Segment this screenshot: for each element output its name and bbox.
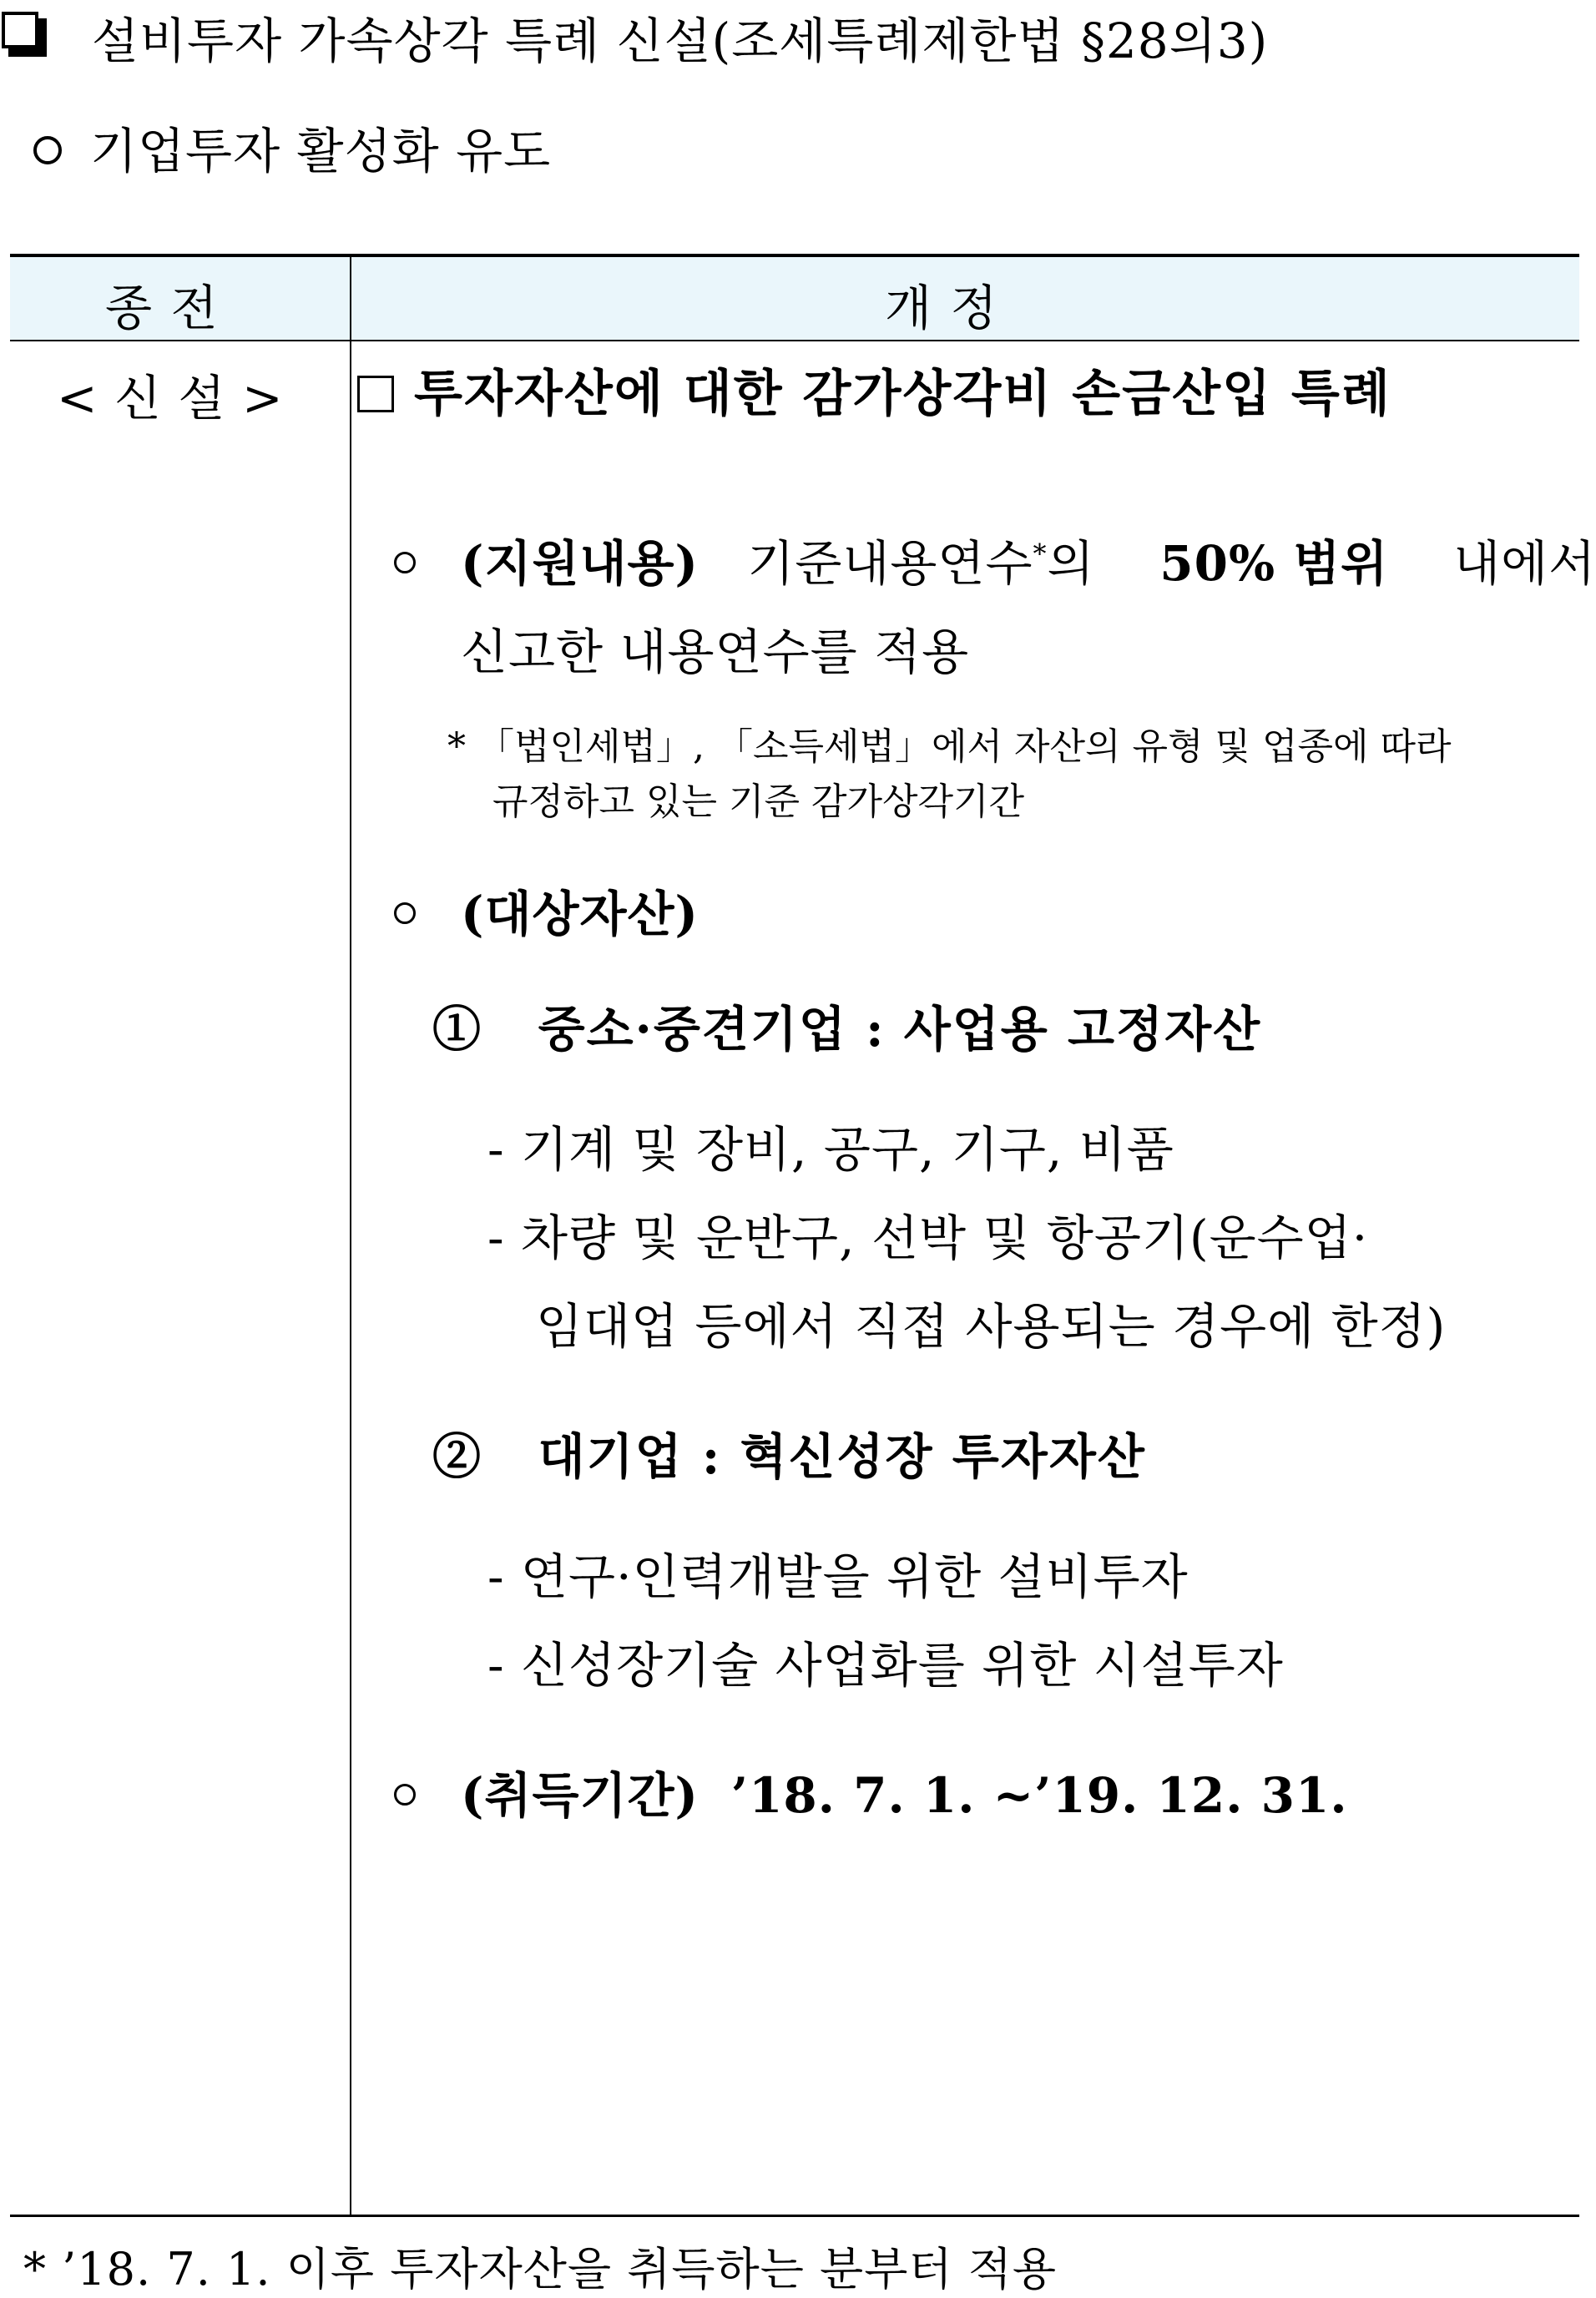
group2-number: ② [432, 1428, 483, 1485]
table-top-rule [10, 254, 1579, 257]
item-title-text: 투자자산에 대한 감가상각비 손금산입 특례 [414, 365, 1391, 423]
header-after: 개 정 [885, 280, 999, 336]
support-label: (지원내용) [461, 535, 699, 592]
item-title [357, 354, 1391, 426]
group2-item-1: - 연구·인력개발을 위한 설비투자 [487, 1548, 1189, 1605]
checkbox-icon [2, 12, 47, 57]
square-bullet-icon [357, 376, 394, 412]
circle-bullet-icon [394, 1784, 416, 1806]
support-line-1 [394, 524, 1596, 594]
circle-bullet-icon [394, 902, 416, 924]
page-title: 설비투자 가속상각 특례 신설(조세특례제한법 §28의3) [92, 13, 1269, 69]
table-header-rule [10, 340, 1579, 341]
period-line [394, 1756, 1348, 1826]
support-text-c: 내에서 [1453, 535, 1596, 592]
group1-heading [432, 990, 1261, 1060]
period-label: (취득기간) [461, 1767, 699, 1824]
period-value: ’18. 7. 1. ~’19. 12. 31. [730, 1767, 1348, 1824]
target-line [394, 875, 699, 945]
table-bottom-rule [10, 2215, 1579, 2217]
support-note-line-1 [447, 716, 1452, 770]
circle-bullet-icon [33, 136, 62, 164]
purpose-text: 기업투자 활성화 유도 [90, 123, 552, 179]
table-header-background [10, 257, 1579, 341]
group2-title: 대기업 : 혁신성장 투자자산 [538, 1428, 1146, 1485]
note-star: * [447, 725, 466, 768]
group1-item-2: - 차량 및 운반구, 선박 및 항공기(운수업· [487, 1210, 1369, 1266]
support-text-a: 기준내용연수 [747, 535, 1033, 592]
support-line-2: 신고한 내용연수를 적용 [461, 624, 970, 680]
support-text-b: 의 [1047, 535, 1095, 592]
group1-item-2-cont: 임대업 등에서 직접 사용되는 경우에 한정) [536, 1298, 1447, 1355]
support-note-line-2: 규정하고 있는 기준 감가상각기간 [492, 780, 1025, 823]
target-label: (대상자산) [461, 886, 699, 942]
group1-number: ① [432, 1001, 483, 1058]
group2-heading [432, 1417, 1146, 1487]
circle-bullet-icon [394, 552, 416, 573]
header-before: 종 전 [105, 280, 220, 336]
footnote: * ’18. 7. 1. 이후 투자자산을 취득하는 분부터 적용 [23, 2243, 1058, 2295]
group2-item-2: - 신성장기술 사업화를 위한 시설투자 [487, 1637, 1284, 1694]
group1-item-1: - 기계 및 장비, 공구, 기구, 비품 [487, 1121, 1174, 1178]
purpose-line [33, 112, 551, 182]
group1-title: 중소·중견기업 : 사업용 고정자산 [538, 1001, 1262, 1058]
note-text-1: 「법인세법」, 「소득세법」에서 자산의 유형 및 업종에 따라 [477, 725, 1452, 768]
new-provision-tag: < 신 설 > [57, 370, 284, 427]
support-range: 50% 범위 [1159, 535, 1389, 592]
table-column-divider [350, 255, 351, 2215]
support-sup: * [1033, 538, 1048, 570]
